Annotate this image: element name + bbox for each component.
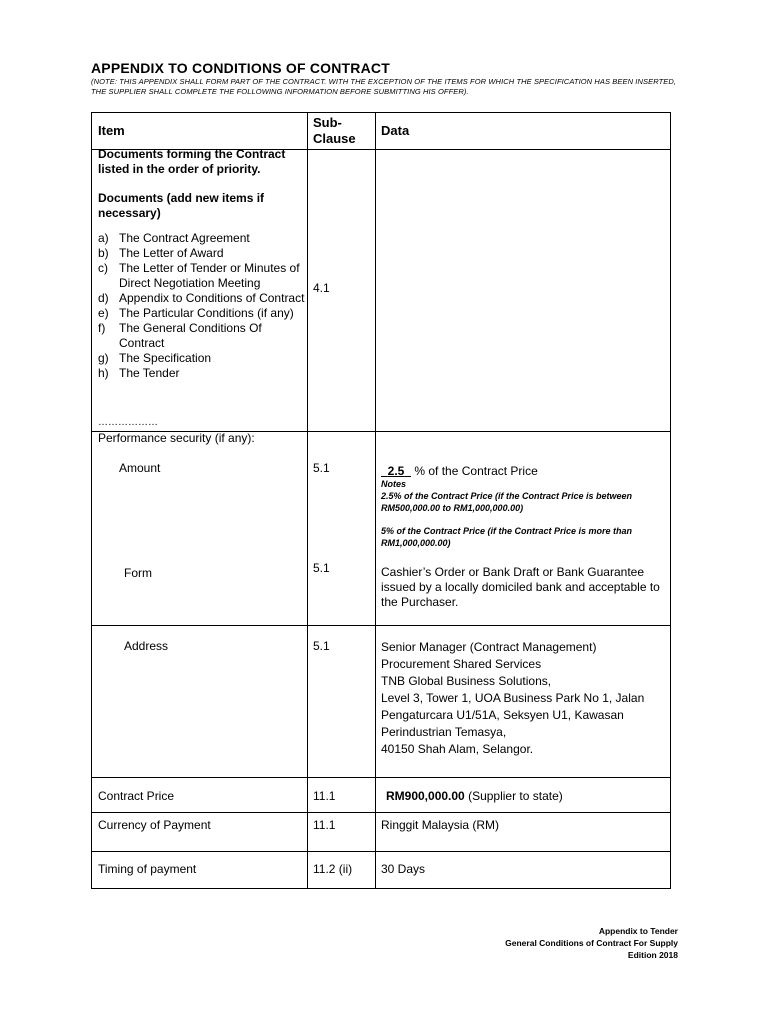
currency-subclause: 11.1 bbox=[313, 818, 336, 832]
documents-list bbox=[98, 231, 308, 381]
list-item: f) The General Conditions Of Contract bbox=[98, 321, 262, 350]
row-divider bbox=[92, 851, 670, 852]
page-title: APPENDIX TO CONDITIONS OF CONTRACT bbox=[91, 60, 390, 76]
column-divider bbox=[307, 113, 308, 888]
amount-note-1: 2.5% of the Contract Price (if the Contract Price is between RM500,000.00 to RM1,000,000.00) bbox=[381, 491, 633, 513]
notes-label: Notes bbox=[381, 479, 407, 489]
header-data: Data bbox=[381, 123, 410, 138]
list-item: a) The Contract Agreement bbox=[98, 231, 250, 245]
documents-subclause: 4.1 bbox=[313, 281, 330, 295]
contract-price-value: RM900,000.00 (Supplier to state) bbox=[386, 789, 563, 803]
contract-table bbox=[91, 112, 671, 889]
amount-subclause: 5.1 bbox=[313, 461, 330, 475]
timing-label: Timing of payment bbox=[98, 862, 197, 876]
list-item: c) The Letter of Tender or Minutes of Direct Negotiation Meeting bbox=[98, 261, 300, 290]
contract-price-label: Contract Price bbox=[98, 789, 175, 803]
address-label: Address bbox=[124, 639, 169, 653]
row-divider bbox=[92, 625, 670, 626]
footer-line: Appendix to Tender bbox=[598, 926, 678, 936]
row-divider bbox=[92, 812, 670, 813]
list-item: h) The Tender bbox=[98, 366, 180, 380]
documents-dots: ……………… bbox=[98, 417, 158, 428]
documents-subheading: Documents (add new items if necessary) bbox=[98, 191, 265, 220]
list-item: b) The Letter of Award bbox=[98, 246, 224, 260]
list-item: e) The Particular Conditions (if any) bbox=[98, 306, 294, 320]
documents-heading: Documents forming the Contract listed in the order of priority. bbox=[98, 147, 286, 176]
form-subclause: 5.1 bbox=[313, 561, 330, 575]
contract-price-subclause: 11.1 bbox=[313, 789, 336, 803]
timing-subclause: 11.2 (ii) bbox=[313, 862, 353, 876]
row-divider bbox=[92, 777, 670, 778]
page-footer bbox=[505, 925, 678, 961]
amount-percentage: 2.5 bbox=[387, 464, 405, 478]
footer-line: General Conditions of Contract For Supply bbox=[505, 938, 678, 948]
amount-note-2: 5% of the Contract Price (if the Contract Price is more than RM1,000,000.00) bbox=[381, 526, 633, 548]
performance-heading: Performance security (if any): bbox=[98, 431, 255, 445]
header-subclause: Sub-Clause bbox=[313, 115, 356, 146]
timing-value: 30 Days bbox=[381, 862, 426, 876]
amount-value bbox=[381, 464, 538, 479]
currency-label: Currency of Payment bbox=[98, 818, 211, 832]
list-item: g) The Specification bbox=[98, 351, 212, 365]
footer-line: Edition 2018 bbox=[627, 950, 678, 960]
amount-suffix: % of the Contract Price bbox=[414, 464, 538, 478]
header-item: Item bbox=[98, 123, 125, 138]
currency-value: Ringgit Malaysia (RM) bbox=[381, 818, 500, 832]
amount-label: Amount bbox=[119, 461, 161, 475]
form-label: Form bbox=[124, 566, 152, 580]
address-block: Senior Manager (Contract Management) Procurement Shared Services TNB Global Business Solutions, Level 3, Tower 1, UOA Business Park No 1, Jalan Pengaturcara U1/51A, Seksyen U1, Kawasan Perindustrian Temasya, 40150 Shah Alam, Selangor. bbox=[381, 640, 645, 756]
list-item: d) Appendix to Conditions of Contract bbox=[98, 291, 305, 305]
address-subclause: 5.1 bbox=[313, 639, 330, 653]
appendix-note: (NOTE: THIS APPENDIX SHALL FORM PART OF THE CONTRACT. WITH THE EXCEPTION OF THE ITEMS FOR WHICH THE SPECIFICATION HAS BEEN INSERTED, THE SUPPLIER SHALL COMPLETE THE FOLLOWING INFORMATION BEFORE SUBMITTING HIS OFFER). bbox=[91, 77, 677, 96]
form-data: Cashier’s Order or Bank Draft or Bank Guarantee issued by a locally domiciled bank and acceptable to the Purchaser. bbox=[381, 565, 660, 609]
column-divider bbox=[375, 113, 376, 888]
